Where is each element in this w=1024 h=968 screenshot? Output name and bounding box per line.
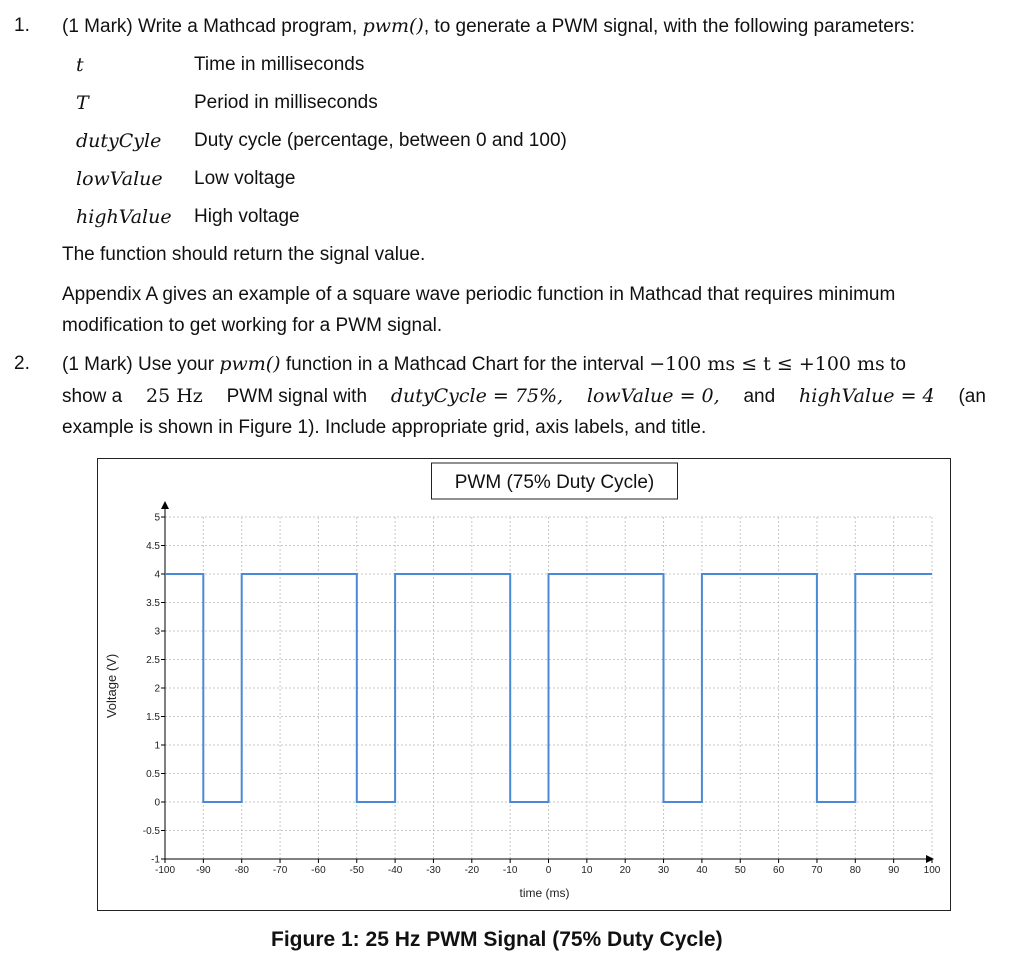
x-tick-label: -60	[311, 865, 326, 876]
x-tick-label: -40	[387, 865, 403, 876]
q2-l1-range: −100 ms ≤ t ≤ +100 ms	[649, 353, 885, 375]
q2-line2	[62, 384, 986, 409]
q1-appendix-line2: modification to get working for a PWM signal.	[62, 315, 443, 336]
q2-l1-a: (1 Mark) Use your	[62, 354, 215, 375]
y-tick-label: 3.5	[146, 598, 160, 609]
param-name-period: T	[76, 92, 89, 114]
y-tick-label: 2	[154, 683, 160, 695]
x-tick-label: -80	[234, 865, 249, 876]
q2-l2-duty: dutyCycle = 75%,	[390, 385, 564, 407]
y-tick-label: 5	[154, 512, 160, 524]
y-axis-label: Voltage (V)	[104, 653, 119, 719]
q2-line3: example is shown in Figure 1). Include appropriate grid, axis labels, and title.	[62, 417, 707, 438]
q1-return-text: The function should return the signal value.	[62, 244, 426, 265]
y-tick-label: 1	[154, 740, 160, 752]
x-tick-label: 90	[888, 865, 900, 876]
q2-l2-low: lowValue = 0,	[586, 385, 720, 407]
x-axis-label: time (ms)	[519, 886, 570, 900]
x-tick-label: 50	[734, 865, 746, 876]
y-tick-label: 4	[154, 569, 160, 581]
param-name-high: highValue	[76, 206, 172, 228]
q2-l2-c: and	[743, 386, 776, 407]
x-tick-label: -10	[502, 865, 518, 876]
x-tick-label: 80	[849, 865, 861, 876]
x-tick-label: 70	[811, 865, 823, 876]
series-line-pwm	[165, 574, 932, 802]
x-tick-label: -70	[272, 865, 288, 876]
param-name-low: lowValue	[76, 168, 163, 190]
x-tick-label: -90	[196, 865, 211, 876]
param-desc-high: High voltage	[194, 206, 300, 227]
pwm-chart-svg	[98, 459, 950, 910]
q2-l1-fn: pwm()	[219, 353, 281, 375]
x-tick-label: -20	[464, 865, 480, 876]
param-desc-period: Period in milliseconds	[194, 92, 378, 113]
x-tick-label: 20	[619, 865, 631, 876]
y-tick-label: 0.5	[146, 769, 160, 780]
x-tick-label: -50	[349, 865, 364, 876]
q2-number: 2.	[14, 353, 30, 374]
y-axis-arrow	[161, 501, 169, 509]
q2-l2-freq: 25 Hz	[146, 385, 203, 407]
x-tick-label: 10	[581, 865, 593, 876]
q2-l2-a: show a	[62, 386, 123, 407]
y-tick-label: 2.5	[146, 655, 160, 666]
y-tick-label: 0	[154, 797, 160, 809]
y-tick-label: -0.5	[142, 826, 160, 837]
param-name-duty: dutyCyle	[76, 130, 162, 152]
figure-caption: Figure 1: 25 Hz PWM Signal (75% Duty Cycle)	[271, 928, 723, 951]
x-tick-label: 30	[657, 865, 670, 876]
q1-number: 1.	[14, 15, 30, 36]
q2-l2-high: highValue = 4	[798, 385, 935, 407]
q1-intro: (1 Mark) Write a Mathcad program,	[62, 16, 358, 37]
q1-heading	[62, 14, 915, 39]
y-tick-label: 1.5	[146, 712, 160, 723]
param-desc-duty: Duty cycle (percentage, between 0 and 100)	[194, 130, 567, 151]
chart-title: PWM (75% Duty Cycle)	[454, 472, 655, 493]
param-desc-t: Time in milliseconds	[194, 54, 365, 75]
y-tick-label: 3	[154, 626, 160, 638]
q2-l2-b: PWM signal with	[226, 386, 368, 407]
param-desc-low: Low voltage	[194, 168, 296, 189]
x-tick-label: -100	[154, 865, 176, 876]
x-axis-arrow	[926, 855, 934, 863]
x-tick-label: 0	[545, 865, 552, 876]
param-name-t: t	[76, 54, 84, 76]
q2-line1	[62, 352, 906, 377]
q2-l1-b: function in a Mathcad Chart for the interval	[285, 354, 644, 375]
q1-fn: pwm()	[362, 15, 424, 37]
x-tick-label: -30	[426, 865, 441, 876]
pwm-chart	[97, 458, 951, 911]
x-tick-label: 100	[923, 865, 941, 876]
q2-l2-d: (an	[958, 386, 986, 407]
y-tick-label: 4.5	[146, 541, 160, 552]
q1-appendix-line1: Appendix A gives an example of a square wave periodic function in Mathcad that requires minimum	[62, 284, 896, 305]
q2-l1-c: to	[890, 354, 906, 375]
x-tick-label: 60	[773, 865, 785, 876]
y-tick-label: -1	[151, 854, 160, 866]
x-tick-label: 40	[696, 865, 708, 876]
q1-intro-end: , to generate a PWM signal, with the following parameters:	[423, 16, 915, 37]
